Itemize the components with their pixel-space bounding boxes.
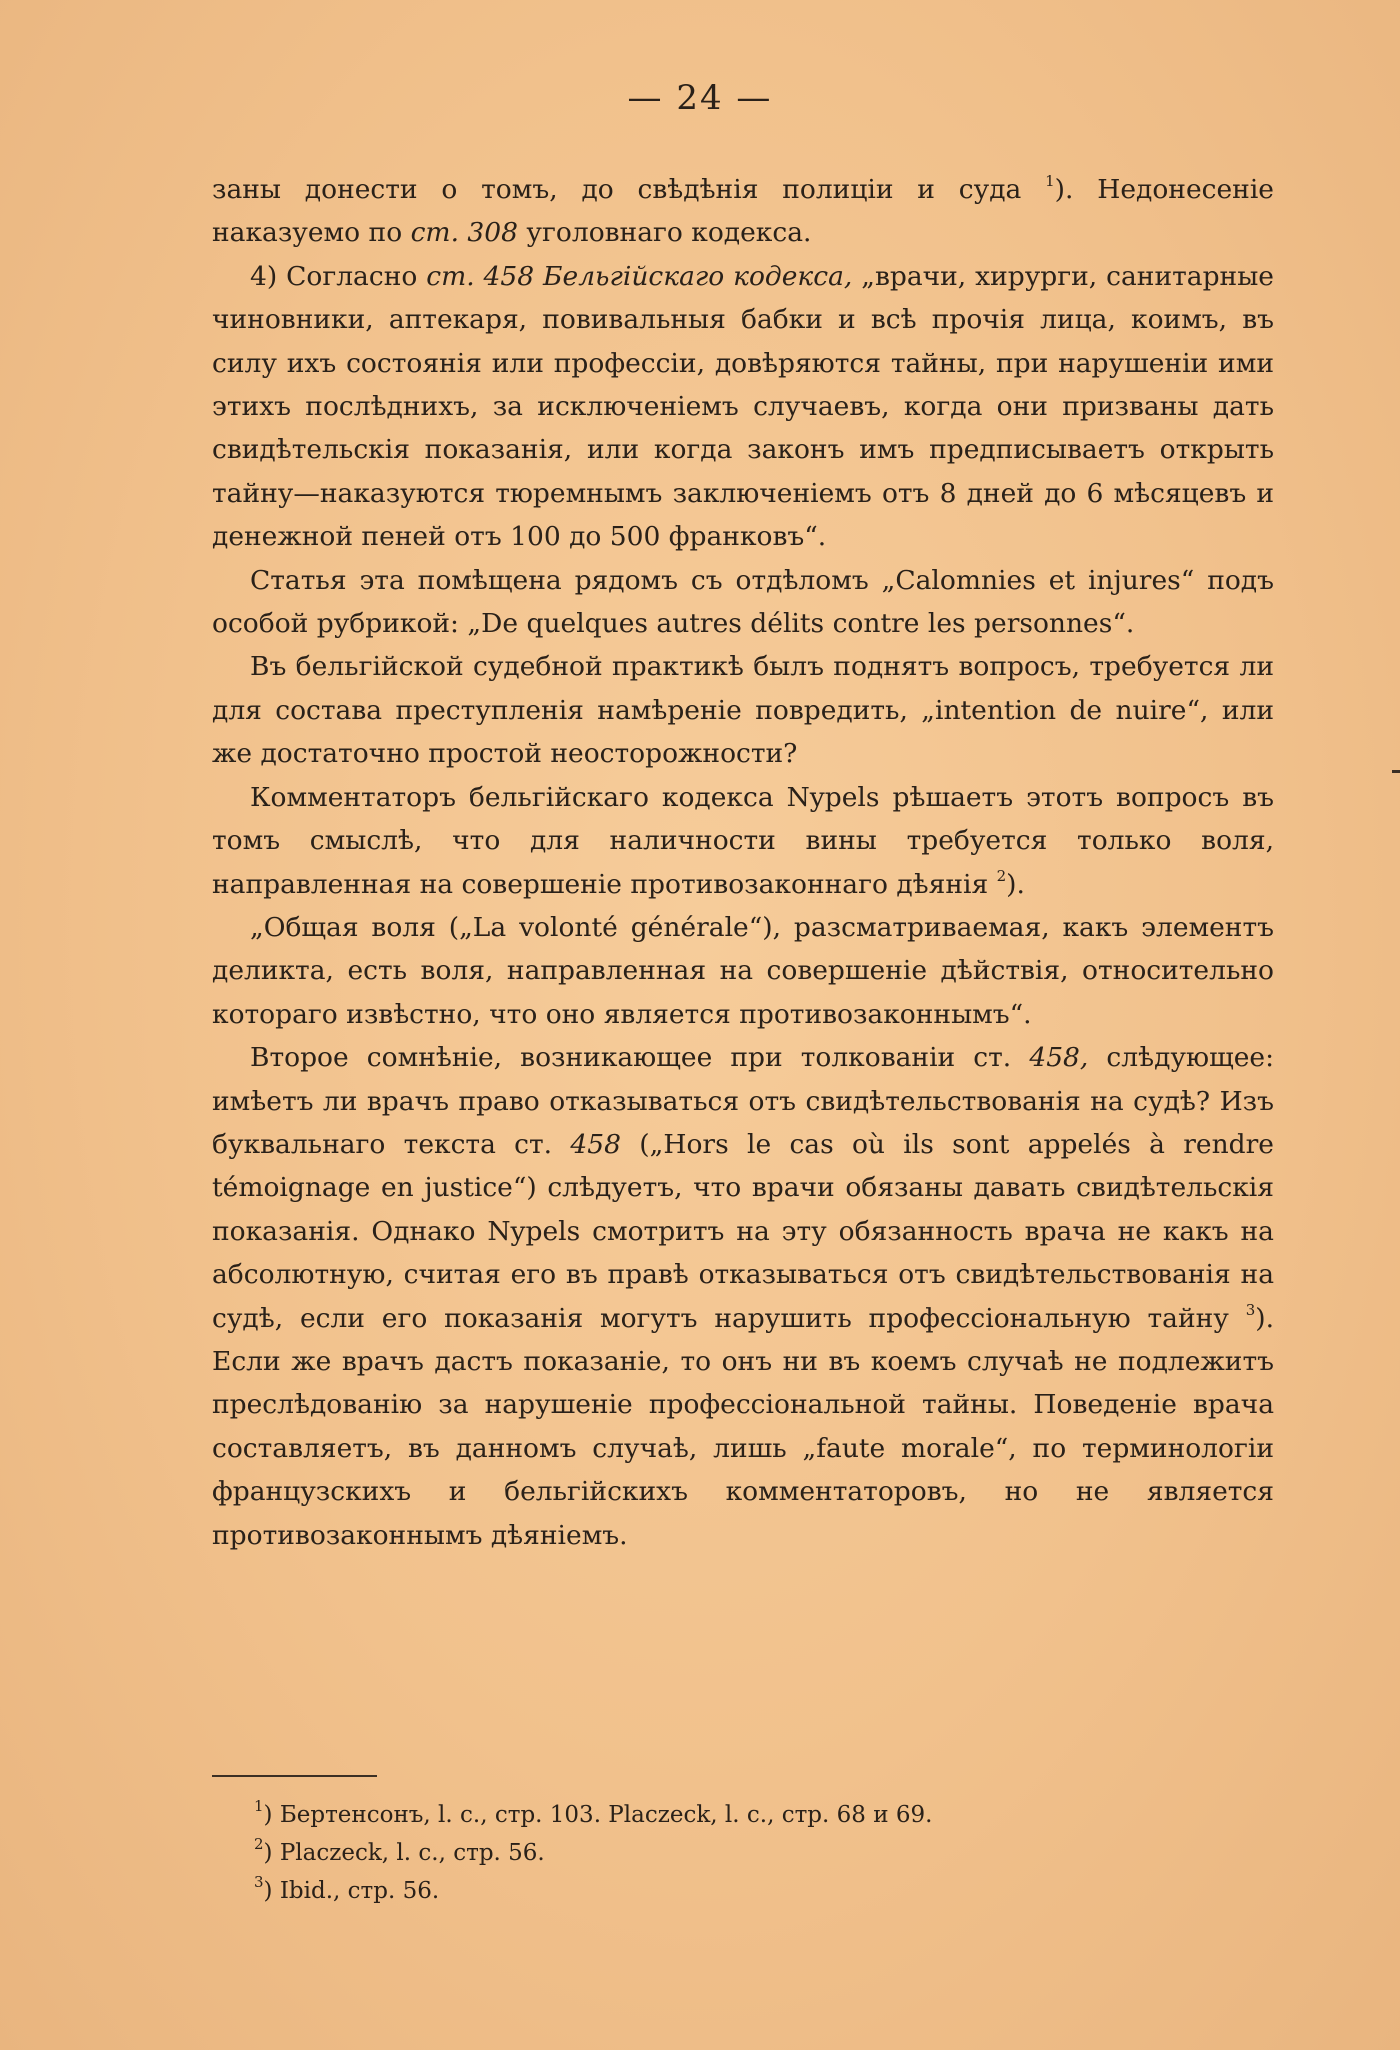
footnote [254, 1872, 1254, 1910]
paragraph [212, 168, 1274, 255]
footnote-divider [212, 1775, 377, 1777]
footnote-text: ) Бертенсонъ, l. c., стр. 103. Placzeck, l. c., стр. 68 и 69. [263, 1802, 933, 1828]
paragraph-text: заны донести о томъ, до свѣдѣнія полиціи и суда [212, 174, 1046, 205]
footnote-mark: 1 [254, 1797, 264, 1816]
italic-text: 458, [1029, 1042, 1089, 1074]
paragraph-text: ). [1006, 868, 1025, 900]
italic-text: ст. 308 [410, 217, 518, 249]
paragraph-text: 4) Согласно [250, 260, 427, 292]
paragraph-text: „Общая воля („La volonté générale“), разсматриваемая, какъ элементъ деликта, есть воля, направленная на совершеніе дѣйствія, относительно котораго извѣстно, что оно является противозаконнымъ“. [212, 911, 1274, 1030]
footnote-reference: 2 [996, 866, 1007, 885]
footnotes [254, 1796, 1254, 1910]
italic-text: 458 [570, 1128, 621, 1160]
margin-mark [1392, 770, 1400, 773]
paragraph-text: ). Недонесеніе наказуемо по [212, 174, 1274, 249]
italic-text: ст. 458 Бельгійскаго кодекса, [426, 260, 853, 292]
paragraph-text: ). Если же врачъ дастъ показаніе, то онъ ни въ коемъ случаѣ не подлежитъ преслѣдованію за нарушеніе профессіональной тайны. Поведеніе врача составляетъ, въ данномъ случаѣ, лишь „faute morale“, по терминологіи французскихъ и бельгійскихъ комментаторовъ, но не является противозаконнымъ дѣяніемъ. [212, 1302, 1274, 1551]
paragraph [212, 1036, 1274, 1557]
paragraph-text: Въ бельгійской судебной практикѣ былъ поднятъ вопросъ, требуется ли для состава преступленія намѣреніе повредить, „intention de nuire“, или же достаточно простой неосторожности? [212, 651, 1274, 770]
paragraph [212, 776, 1274, 906]
paragraph [212, 559, 1274, 646]
footnote-reference: 3 [1245, 1300, 1256, 1319]
footnote-text: ) Ibid., стр. 56. [263, 1878, 440, 1904]
paragraph-text: („Hors le cas où ils sont appelés à rendre témoignage en justice“) слѣдуетъ, что врачи обязаны давать свидѣтельскія показанія. Однако Nypels смотритъ на эту обязанность врача не какъ на абсолютную, считая его въ правѣ отказываться отъ свидѣтельствованія на судѣ, если его показанія могутъ нарушить профессіональную тайну [212, 1128, 1274, 1334]
paragraph-text: Статья эта помѣщена рядомъ съ отдѣломъ „Calomnies et injures“ подъ особой рубрикой: „De quelques autres délits contre les personnes“. [212, 564, 1274, 640]
paragraph [212, 906, 1274, 1036]
footnote-mark: 2 [254, 1835, 264, 1854]
page-number: — 24 — [627, 78, 773, 118]
footnote-reference: 1 [1045, 172, 1055, 191]
paragraph [212, 255, 1274, 559]
footnote [254, 1834, 1254, 1872]
footnote [254, 1796, 1254, 1834]
footnote-text: ) Placzeck, l. c., стр. 56. [263, 1840, 545, 1866]
paragraph-text: слѣдующее: имѣетъ ли врачъ право отказываться отъ свидѣтельствованія на судѣ? Изъ буквальнаго текста ст. [212, 1042, 1275, 1160]
paragraph-text: Комментаторъ бельгійскаго кодекса Nypels рѣшаетъ этотъ вопросъ въ томъ смыслѣ, что для наличности вины требуется только воля, направленная на совершеніе противозаконнаго дѣянія [212, 781, 1274, 900]
paragraph-text: уголовнаго кодекса. [518, 217, 812, 249]
footnote-mark: 3 [254, 1873, 264, 1892]
paragraph [212, 645, 1274, 775]
body-text [212, 168, 1274, 1557]
paragraph-text: „врачи, хирурги, санитарные чиновники, аптекаря, повивальныя бабки и всѣ прочія лица, коимъ, въ силу ихъ состоянія или профессіи, довѣряются тайны, при нарушеніи ими этихъ послѣднихъ, за исключеніемъ случаевъ, когда они призваны дать свидѣтельскія показанія, или когда законъ имъ предписываетъ открыть тайну—наказуются тюремнымъ заключеніемъ отъ 8 дней до 6 мѣсяцевъ и денежной пеней отъ 100 до 500 франковъ“. [212, 260, 1274, 553]
paragraph-text: Второе сомнѣніе, возникающее при толкованіи ст. [250, 1042, 1030, 1074]
